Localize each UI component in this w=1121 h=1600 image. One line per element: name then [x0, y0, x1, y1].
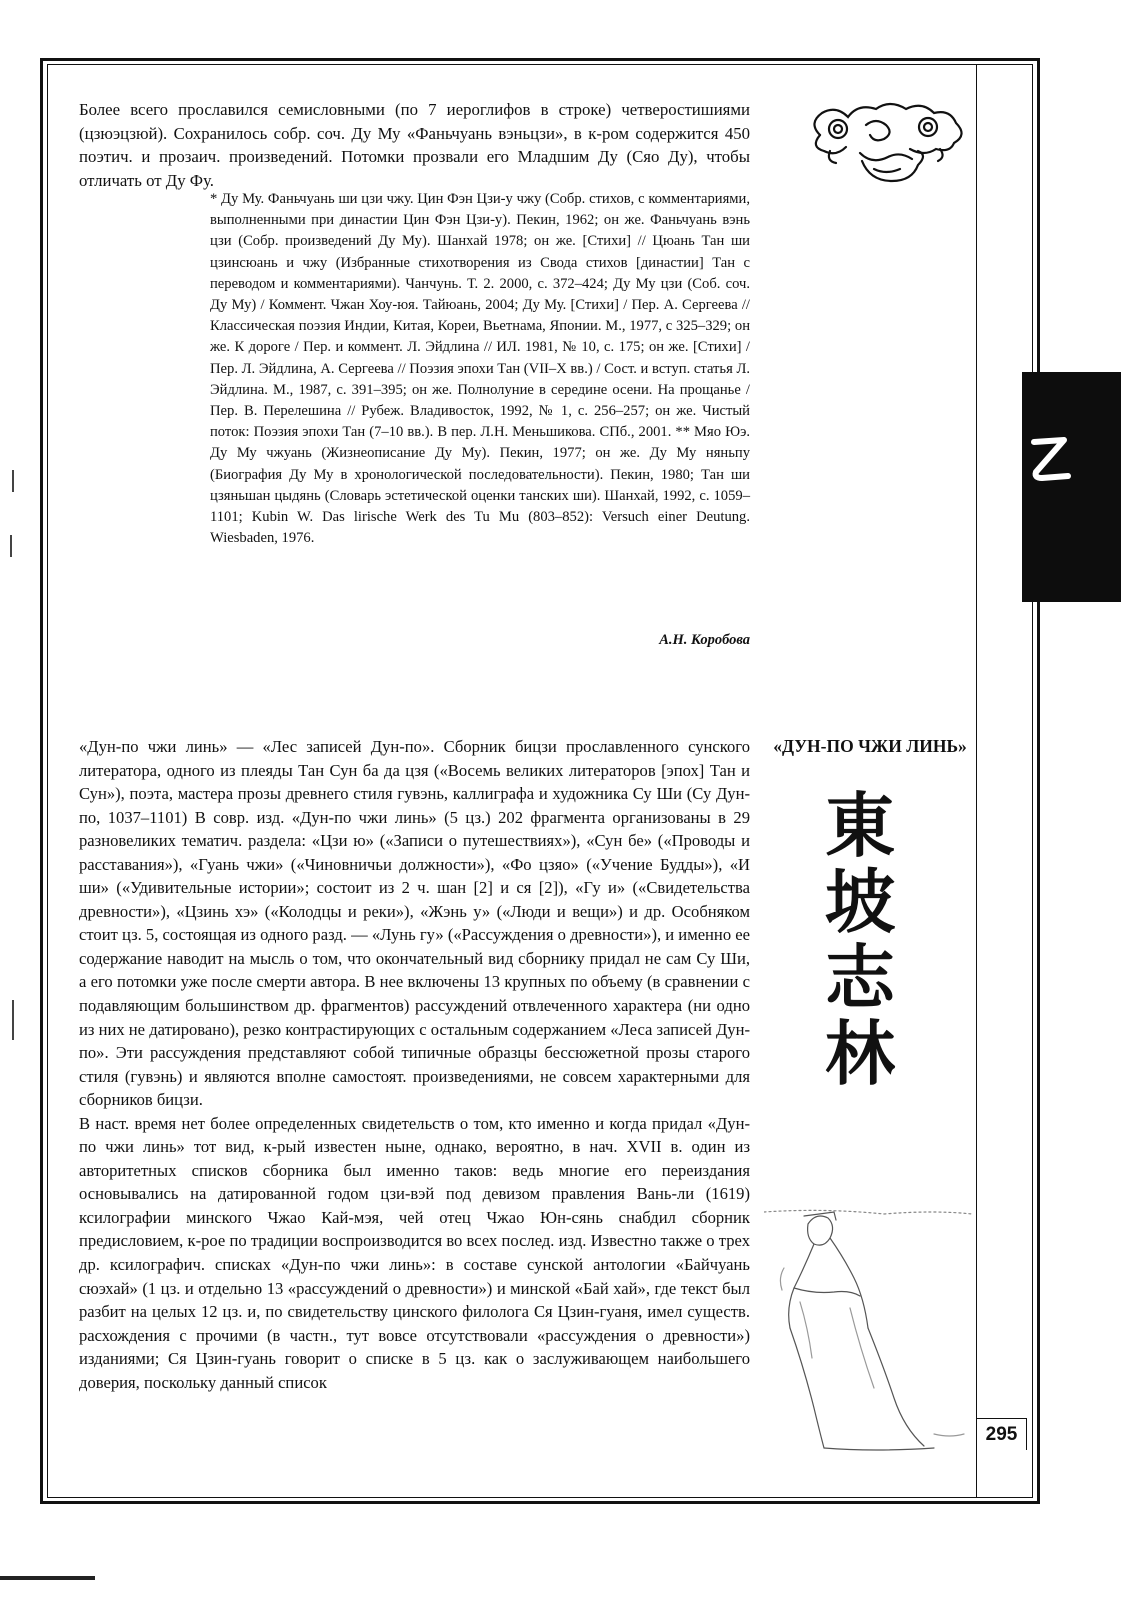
article2-hanzi-title — [812, 784, 908, 1095]
page-number: 295 — [977, 1418, 1027, 1450]
thumb-tab-glyph-icon — [1026, 420, 1076, 490]
article1-body: Более всего прославился семисловными (по 7 иероглифов в строке) четверостишиями (цзюэцзюй). Сохранилось собр. соч. Ду Му «Фаньчуань вэньцзи», в к-ром содержится 450 поэтич. и прозаич. произведений. Потомки прозвали его Младшим Ду (Сяо Ду), чтобы отличать от Ду Фу. — [79, 100, 750, 190]
column-divider — [976, 65, 977, 1497]
article2-heading: «ДУН-ПО ЧЖИ ЛИНЬ» — [773, 736, 967, 756]
hanzi-char: 東 — [825, 784, 895, 867]
scan-bottom-rule — [0, 1576, 95, 1580]
hanzi-char: 林 — [825, 1012, 895, 1095]
scan-margin-mark — [10, 535, 12, 557]
cloud-ornament-icon — [800, 95, 970, 195]
article1-references: * Ду Му. Фаньчуань ши цзи чжу. Цин Фэн Цзи-у чжу (Собр. стихов, с комментариями, выполненными при династии Цин Фэн Цзи-у). Пекин, 1962; он же. Фаньчуань вэнь цзи (Собр. произведений Ду Му). Шанхай 1978; он же. [Стихи] // Цюань Тан ши цзинсюань и чжу (Избранные стихотворения из Свода стихов [династии] Тан с переводом и комментариями). Чанчунь. Т. 2. 2000, с. 372–424; Ду Му цзи (Соб. соч. Ду Му) / Коммент. Чжан Хоу-юя. Тайюань, 2004; Ду Му. [Стихи] / Пер. А. Сергеева // Классическая поэзия Индии, Китая, Кореи, Вьетнама, Японии. М., 1977, с 325–329; он же. К дороге / Пер. и коммент. Л. Эйдлина // ИЛ. 1981, № 10, с. 175; он же. [Стихи] / Пер. Л. Эйдлина, А. Сергеева // Поэзия эпохи Тан (VII–X вв.) / Сост. и вступ. статья Л. Эйдлина. М., 1987, с. 391–395; он же. Полнолуние в середине осени. На прощанье / Пер. В. Перелешина // Рубеж. Владивосток, 1992, № 1, с. 256–257; он же. Чистый поток: Поэзия эпохи Тан (7–10 вв.). В пер. Л.Н. Меньшикова. СПб., 2001. ** Мяо Юэ. Ду Му чжуань (Жизнеописание Ду Му). Пекин, 1977; он же. Ду Му няньпу (Биография Ду Му в хронологической последовательности). Пекин, 1980; Тан ши цзяньшан цыдянь (Словарь эстетической оценки танских ши). Шанхай, 1992, с. 1059–1101; Kubin W. Das lirische Werk des Tu Mu (803–852): Versuch einer Deutung. Wiesbaden, 1976. — [210, 191, 750, 547]
scholar-portrait-illustration — [764, 1198, 972, 1456]
article2-body — [79, 735, 750, 1394]
article-body-continuation — [79, 98, 750, 192]
article1-author: А.Н. Коробова — [659, 632, 750, 648]
scan-margin-mark — [12, 470, 14, 492]
scan-margin-mark — [12, 1000, 14, 1040]
hanzi-char: 志 — [825, 936, 895, 1019]
article2-paragraph: «Дун-по чжи линь» — «Лес записей Дун-по». Сборник бицзи прославленного сунского литератора, одного из плеяды Тан Сун ба да цзя («Восемь великих литераторов [эпох] Тан и Сун»), поэта, мастера прозы древнего стиля гувэнь, каллиграфа и художника Су Ши (Су Дун-по, 1037–1101) В совр. изд. «Дун-по чжи линь» (5 цз.) 202 фрагмента организованы в 29 разновеликих тематич. раздела: «Цзи ю» («Записи о путешествиях»), «Сун бе» («Проводы и расставания»), «Гуань чжи» («Чиновничьи должности»), «Фо цзяо» («Учение Будды»), «И ши» («Удивительные истории»; состоит из 2 ч. шан [2] и ся [2]), «Гу и» («Свидетельства древности»), «Цзинь хэ» («Колодцы и реки»), «Жэнь у» («Люди и вещи») и др. Особняком стоит цз. 5, состоящая из одного разд. — «Лунь гу» («Рассуждения о древности»), и именно ее содержание наводит на мысль о том, что окончательный вид сборнику придал не сам Су Ши, а его потомки уже после смерти автора. В нее включены 13 крупных по объему (в сравнении с подавляющим большинством др. фрагментов) рассуждений отвлеченного характера (ни одно из них не датировано), резко контрастирующих с остальным содержанием «Леса записей Дун-по». Эти рассуждения представляют собой типичные образцы бессюжетной прозы старого стиля (гувэнь) и являются вполне самостоят. произведениями, не совсем характерными для сборников бицзи. — [79, 737, 750, 1110]
hanzi-char: 坡 — [825, 860, 895, 943]
article2-paragraph: В наст. время нет более определенных свидетельств о том, кто именно и когда придал «Дун-по чжи линь» тот вид, к-рый известен ныне, однако, вероятно, в нач. XVII в. один из авторитетных списков сборника был именно таков: ведь многие его переиздания основывались на датированной годом цзи-вэй под девизом правления Вань-ли (1619) ксилографии минского Чжао Кай-мэя, чей отец Чжао Юн-сянь снабдил сборник предисловием, к-рое по традиции воспроизводится во всех послед. изд. Известно также о трех др. ксилографич. списках «Дун-по чжи линь»: в составе сунской антологии «Байчуань сюэхай» (1 цз. и отдельно 13 «рассуждений о древности») и минской «Бай хай», где текст был разбит на целых 12 цз. и, по свидетельству цинского филолога Ся Цзин-гуаня, имел существ. расхождения с прочими (в частн., тут вовсе отсутствовали «рассуждения о древности») изданиями; Ся Цзин-гуань говорит о списке в 5 цз. как о заслуживающем наибольшего доверия, поскольку данный список — [79, 1113, 750, 1392]
